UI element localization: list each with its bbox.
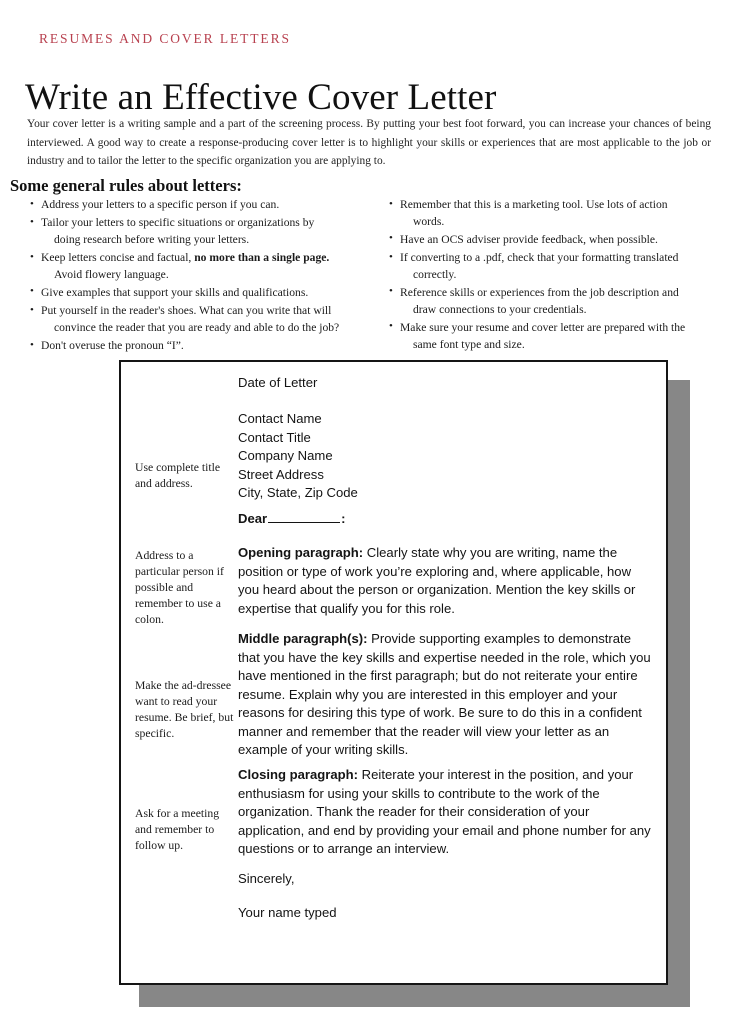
annotation-middle: Make the ad-dressee want to read your resume. Be brief, but specific. [135,679,234,740]
bullet-emphasis: no more than a single page. [194,251,330,265]
section-eyebrow: RESUMES AND COVER LETTERS [39,31,291,46]
annotation-closing: Ask for a meeting and remember to follow up. [135,807,220,852]
list-item [389,285,709,318]
bullet-text: Don't overuse the pronoun “I”. [41,339,184,352]
bullet-continuation: correctly. [413,267,457,281]
bullet-text: Keep letters concise and factual, [41,251,195,265]
bullet-text: Remember that this is a marketing tool. Use lots of action [400,198,668,211]
bullet-continuation: words. [413,214,445,228]
rules-right-list [389,197,709,353]
letter-signature: Your name typed [238,905,337,920]
letter-date: Date of Letter [238,375,318,390]
rules-left-column [30,197,375,356]
list-item [30,197,375,214]
bullet-continuation: draw connections to your credentials. [413,302,587,316]
list-item [389,250,709,283]
rules-right-column [389,197,709,355]
list-item [389,197,709,230]
letter-signoff: Sincerely, [238,871,295,886]
address-line: Contact Name [238,411,322,426]
list-item [30,215,375,248]
letter-sample-box [119,360,668,985]
paragraph-label: Closing paragraph: [238,767,359,782]
bullet-continuation: doing research before writing your letters. [54,232,250,246]
bullet-text: If converting to a .pdf, check that your formatting translated [400,251,679,265]
letter-opening-paragraph [238,544,653,618]
page-title: Write an Effective Cover Letter [25,76,497,118]
letter-address-block [238,410,653,503]
address-line: City, State, Zip Code [238,485,358,501]
list-item [30,338,375,355]
bullet-continuation: Avoid flowery language. [54,267,169,281]
salutation-blank-line [268,512,340,523]
bullet-continuation: convince the reader that you are ready and able to do the job? [54,320,340,334]
paragraph-body: Clearly state why you are writing, name the position or type of work you’re exploring and, where applicable, how you heard about the person or organization. Mention the key skills or expertise that qualify you for this role. [238,545,636,616]
paragraph-label: Opening paragraph: [238,545,364,560]
list-item [389,320,709,353]
paragraph-body: Provide supporting examples to demonstrate that you have the key skills and expertise needed in the role, which you have mentioned in the first paragraph; but do not reiterate your entire resume. Explain why you are interested in this employer and your reasons for desiring this type of work. Be sure to do this in a confident manner and remember that the reader will view your letter as an example of your writing skills. [238,631,651,758]
salutation-word: Dear [238,511,268,526]
annotation-salutation: Address to a particular person if possible and remember to use a colon. [135,549,224,626]
letter-closing-paragraph [238,766,653,859]
list-item [30,250,375,283]
address-line: Contact Title [238,429,311,445]
rules-heading: Some general rules about letters: [10,175,242,195]
list-item [389,232,709,249]
intro-paragraph: Your cover letter is a writing sample and a part of the screening process. By putting your best foot forward, you can increase your chances of being interviewed. A good way to create a response-producing cover letter is to highlight your skills or experiences that are most applicable to the job or industry and to tailor the letter to the specific organization you are applying to. [27,118,711,168]
bullet-continuation: same font type and size. [413,337,525,351]
list-item [30,285,375,302]
salutation-colon: : [341,511,346,526]
list-item [30,303,375,336]
letter-salutation [238,510,653,529]
bullet-text: Address your letters to a specific person if you can. [41,198,280,211]
paragraph-label: Middle paragraph(s): [238,631,368,646]
rules-left-list [30,197,375,355]
bullet-text: Give examples that support your skills and qualifications. [41,285,309,299]
bullet-text: Reference skills or experiences from the job description and [400,285,679,299]
bullet-text: Put yourself in the reader's shoes. What can you write that will [41,304,332,318]
address-line: Company Name [238,448,333,464]
bullet-text: Make sure your resume and cover letter are prepared with the [400,320,686,334]
bullet-text: Have an OCS adviser provide feedback, when possible. [400,232,658,246]
address-line: Street Address [238,466,324,482]
annotation-address: Use complete title and address. [135,461,221,490]
letter-middle-paragraph [238,630,653,760]
bullet-text: Tailor your letters to specific situations or organizations by [41,216,315,230]
paragraph-body: Reiterate your interest in the position, and your enthusiasm for using your skills to contribute to the work of the organization. Thank the reader for their consideration of your application, and end by providing your email and phone number for any questions or to arrange an interview. [238,767,651,857]
